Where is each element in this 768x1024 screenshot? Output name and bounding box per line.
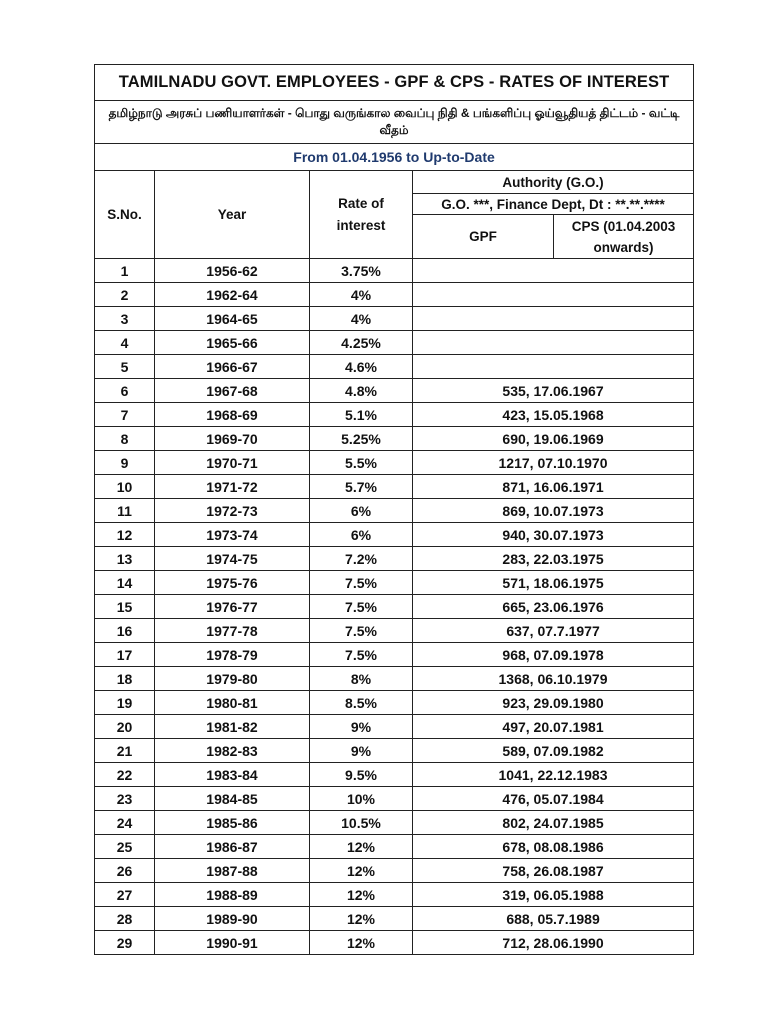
go-cell: 940, 30.07.1973 <box>413 523 694 547</box>
sno-cell: 28 <box>95 907 155 931</box>
go-cell <box>413 355 694 379</box>
go-cell: 758, 26.08.1987 <box>413 859 694 883</box>
table-row <box>95 739 694 763</box>
rate-cell: 5.5% <box>310 451 413 475</box>
rate-header-line1: Rate of <box>338 195 384 211</box>
table-row <box>95 451 694 475</box>
go-cell: 497, 20.07.1981 <box>413 715 694 739</box>
table-row <box>95 499 694 523</box>
table-row <box>95 859 694 883</box>
year-cell: 1964-65 <box>155 307 310 331</box>
sno-cell: 5 <box>95 355 155 379</box>
sno-cell: 3 <box>95 307 155 331</box>
sno-cell: 8 <box>95 427 155 451</box>
year-cell: 1986-87 <box>155 835 310 859</box>
table-row <box>95 883 694 907</box>
go-cell: 802, 24.07.1985 <box>413 811 694 835</box>
year-cell: 1967-68 <box>155 379 310 403</box>
go-cell <box>413 307 694 331</box>
table-row <box>95 787 694 811</box>
rate-cell: 7.5% <box>310 571 413 595</box>
go-cell: 476, 05.07.1984 <box>413 787 694 811</box>
sno-cell: 22 <box>95 763 155 787</box>
table-row <box>95 331 694 355</box>
table-row <box>95 811 694 835</box>
year-cell: 1976-77 <box>155 595 310 619</box>
rate-cell: 9.5% <box>310 763 413 787</box>
year-cell: 1983-84 <box>155 763 310 787</box>
year-cell: 1965-66 <box>155 331 310 355</box>
sno-header: S.No. <box>95 171 155 259</box>
go-cell: 968, 07.09.1978 <box>413 643 694 667</box>
year-cell: 1990-91 <box>155 931 310 955</box>
table-row <box>95 475 694 499</box>
year-cell: 1980-81 <box>155 691 310 715</box>
go-format-header: G.O. ***, Finance Dept, Dt : **.**.**** <box>413 194 694 215</box>
go-cell: 589, 07.09.1982 <box>413 739 694 763</box>
year-cell: 1978-79 <box>155 643 310 667</box>
go-cell: 571, 18.06.1975 <box>413 571 694 595</box>
table-row <box>95 907 694 931</box>
table-row <box>95 835 694 859</box>
rate-cell: 4% <box>310 307 413 331</box>
table-row <box>95 931 694 955</box>
cps-header <box>554 215 694 259</box>
sno-cell: 12 <box>95 523 155 547</box>
rate-cell: 10% <box>310 787 413 811</box>
table-row <box>95 643 694 667</box>
go-cell: 1368, 06.10.1979 <box>413 667 694 691</box>
go-cell: 1217, 07.10.1970 <box>413 451 694 475</box>
year-cell: 1971-72 <box>155 475 310 499</box>
table-row <box>95 595 694 619</box>
table-row <box>95 427 694 451</box>
go-cell: 688, 05.7.1989 <box>413 907 694 931</box>
sno-cell: 7 <box>95 403 155 427</box>
go-cell: 423, 15.05.1968 <box>413 403 694 427</box>
year-cell: 1969-70 <box>155 427 310 451</box>
year-cell: 1970-71 <box>155 451 310 475</box>
rate-cell: 7.5% <box>310 643 413 667</box>
authority-header: Authority (G.O.) <box>413 171 694 194</box>
table-row <box>95 571 694 595</box>
sno-cell: 27 <box>95 883 155 907</box>
table-row <box>95 763 694 787</box>
rate-cell: 7.5% <box>310 595 413 619</box>
rate-cell: 4.8% <box>310 379 413 403</box>
year-cell: 1962-64 <box>155 283 310 307</box>
rate-cell: 3.75% <box>310 259 413 283</box>
sno-cell: 26 <box>95 859 155 883</box>
year-cell: 1984-85 <box>155 787 310 811</box>
rate-cell: 8% <box>310 667 413 691</box>
year-cell: 1987-88 <box>155 859 310 883</box>
rate-cell: 6% <box>310 523 413 547</box>
sno-cell: 19 <box>95 691 155 715</box>
rate-cell: 4.25% <box>310 331 413 355</box>
go-cell: 319, 06.05.1988 <box>413 883 694 907</box>
sno-cell: 4 <box>95 331 155 355</box>
table-row <box>95 355 694 379</box>
year-cell: 1966-67 <box>155 355 310 379</box>
rate-cell: 5.25% <box>310 427 413 451</box>
gpf-header: GPF <box>413 215 554 259</box>
table-row <box>95 547 694 571</box>
go-cell: 690, 19.06.1969 <box>413 427 694 451</box>
sno-cell: 21 <box>95 739 155 763</box>
year-header: Year <box>155 171 310 259</box>
table-row <box>95 403 694 427</box>
year-cell: 1974-75 <box>155 547 310 571</box>
table-row <box>95 667 694 691</box>
go-cell: 535, 17.06.1967 <box>413 379 694 403</box>
cps-header-line2: onwards) <box>593 239 654 255</box>
year-cell: 1981-82 <box>155 715 310 739</box>
table-row <box>95 523 694 547</box>
cps-header-line1: CPS (01.04.2003 <box>571 218 676 234</box>
sno-cell: 6 <box>95 379 155 403</box>
period-heading: From 01.04.1956 to Up-to-Date <box>95 144 694 171</box>
table-row <box>95 307 694 331</box>
rate-cell: 5.7% <box>310 475 413 499</box>
rate-cell: 12% <box>310 883 413 907</box>
table-row <box>95 259 694 283</box>
rate-cell: 10.5% <box>310 811 413 835</box>
sno-cell: 14 <box>95 571 155 595</box>
year-cell: 1989-90 <box>155 907 310 931</box>
rate-cell: 7.5% <box>310 619 413 643</box>
table-row <box>95 715 694 739</box>
rate-header <box>310 171 413 259</box>
sno-cell: 15 <box>95 595 155 619</box>
document-title: TAMILNADU GOVT. EMPLOYEES - GPF & CPS - RATES OF INTEREST <box>95 65 694 101</box>
go-cell: 712, 28.06.1990 <box>413 931 694 955</box>
table-row <box>95 379 694 403</box>
sno-cell: 25 <box>95 835 155 859</box>
sno-cell: 20 <box>95 715 155 739</box>
go-cell: 678, 08.08.1986 <box>413 835 694 859</box>
year-cell: 1977-78 <box>155 619 310 643</box>
year-cell: 1956-62 <box>155 259 310 283</box>
sno-cell: 23 <box>95 787 155 811</box>
sno-cell: 13 <box>95 547 155 571</box>
rate-cell: 12% <box>310 931 413 955</box>
sno-cell: 2 <box>95 283 155 307</box>
sno-cell: 9 <box>95 451 155 475</box>
table-row <box>95 691 694 715</box>
year-cell: 1979-80 <box>155 667 310 691</box>
rate-cell: 12% <box>310 907 413 931</box>
sno-cell: 1 <box>95 259 155 283</box>
year-cell: 1975-76 <box>155 571 310 595</box>
year-cell: 1982-83 <box>155 739 310 763</box>
sno-cell: 17 <box>95 643 155 667</box>
go-cell: 869, 10.07.1973 <box>413 499 694 523</box>
rate-cell: 12% <box>310 835 413 859</box>
go-cell <box>413 259 694 283</box>
rate-cell: 5.1% <box>310 403 413 427</box>
rate-cell: 9% <box>310 715 413 739</box>
sno-cell: 18 <box>95 667 155 691</box>
year-cell: 1973-74 <box>155 523 310 547</box>
rate-cell: 6% <box>310 499 413 523</box>
go-cell <box>413 283 694 307</box>
go-cell: 1041, 22.12.1983 <box>413 763 694 787</box>
rate-cell: 4.6% <box>310 355 413 379</box>
sno-cell: 16 <box>95 619 155 643</box>
rate-cell: 9% <box>310 739 413 763</box>
go-cell: 283, 22.03.1975 <box>413 547 694 571</box>
rate-cell: 8.5% <box>310 691 413 715</box>
interest-rates-table <box>94 64 694 955</box>
year-cell: 1985-86 <box>155 811 310 835</box>
go-cell: 871, 16.06.1971 <box>413 475 694 499</box>
go-cell: 923, 29.09.1980 <box>413 691 694 715</box>
go-cell: 665, 23.06.1976 <box>413 595 694 619</box>
year-cell: 1968-69 <box>155 403 310 427</box>
go-cell <box>413 331 694 355</box>
tamil-title: தமிழ்நாடு அரசுப் பணியாளர்கள் - பொது வருங்கால வைப்பு நிதி & பங்களிப்பு ஓய்வூதியத் திட்டம் - வட்டி வீதம் <box>95 101 694 144</box>
rate-header-line2: interest <box>336 217 386 233</box>
sno-cell: 29 <box>95 931 155 955</box>
rate-cell: 4% <box>310 283 413 307</box>
sno-cell: 24 <box>95 811 155 835</box>
rate-cell: 12% <box>310 859 413 883</box>
rate-cell: 7.2% <box>310 547 413 571</box>
table-row <box>95 619 694 643</box>
year-cell: 1988-89 <box>155 883 310 907</box>
sno-cell: 11 <box>95 499 155 523</box>
year-cell: 1972-73 <box>155 499 310 523</box>
table-row <box>95 283 694 307</box>
sno-cell: 10 <box>95 475 155 499</box>
go-cell: 637, 07.7.1977 <box>413 619 694 643</box>
